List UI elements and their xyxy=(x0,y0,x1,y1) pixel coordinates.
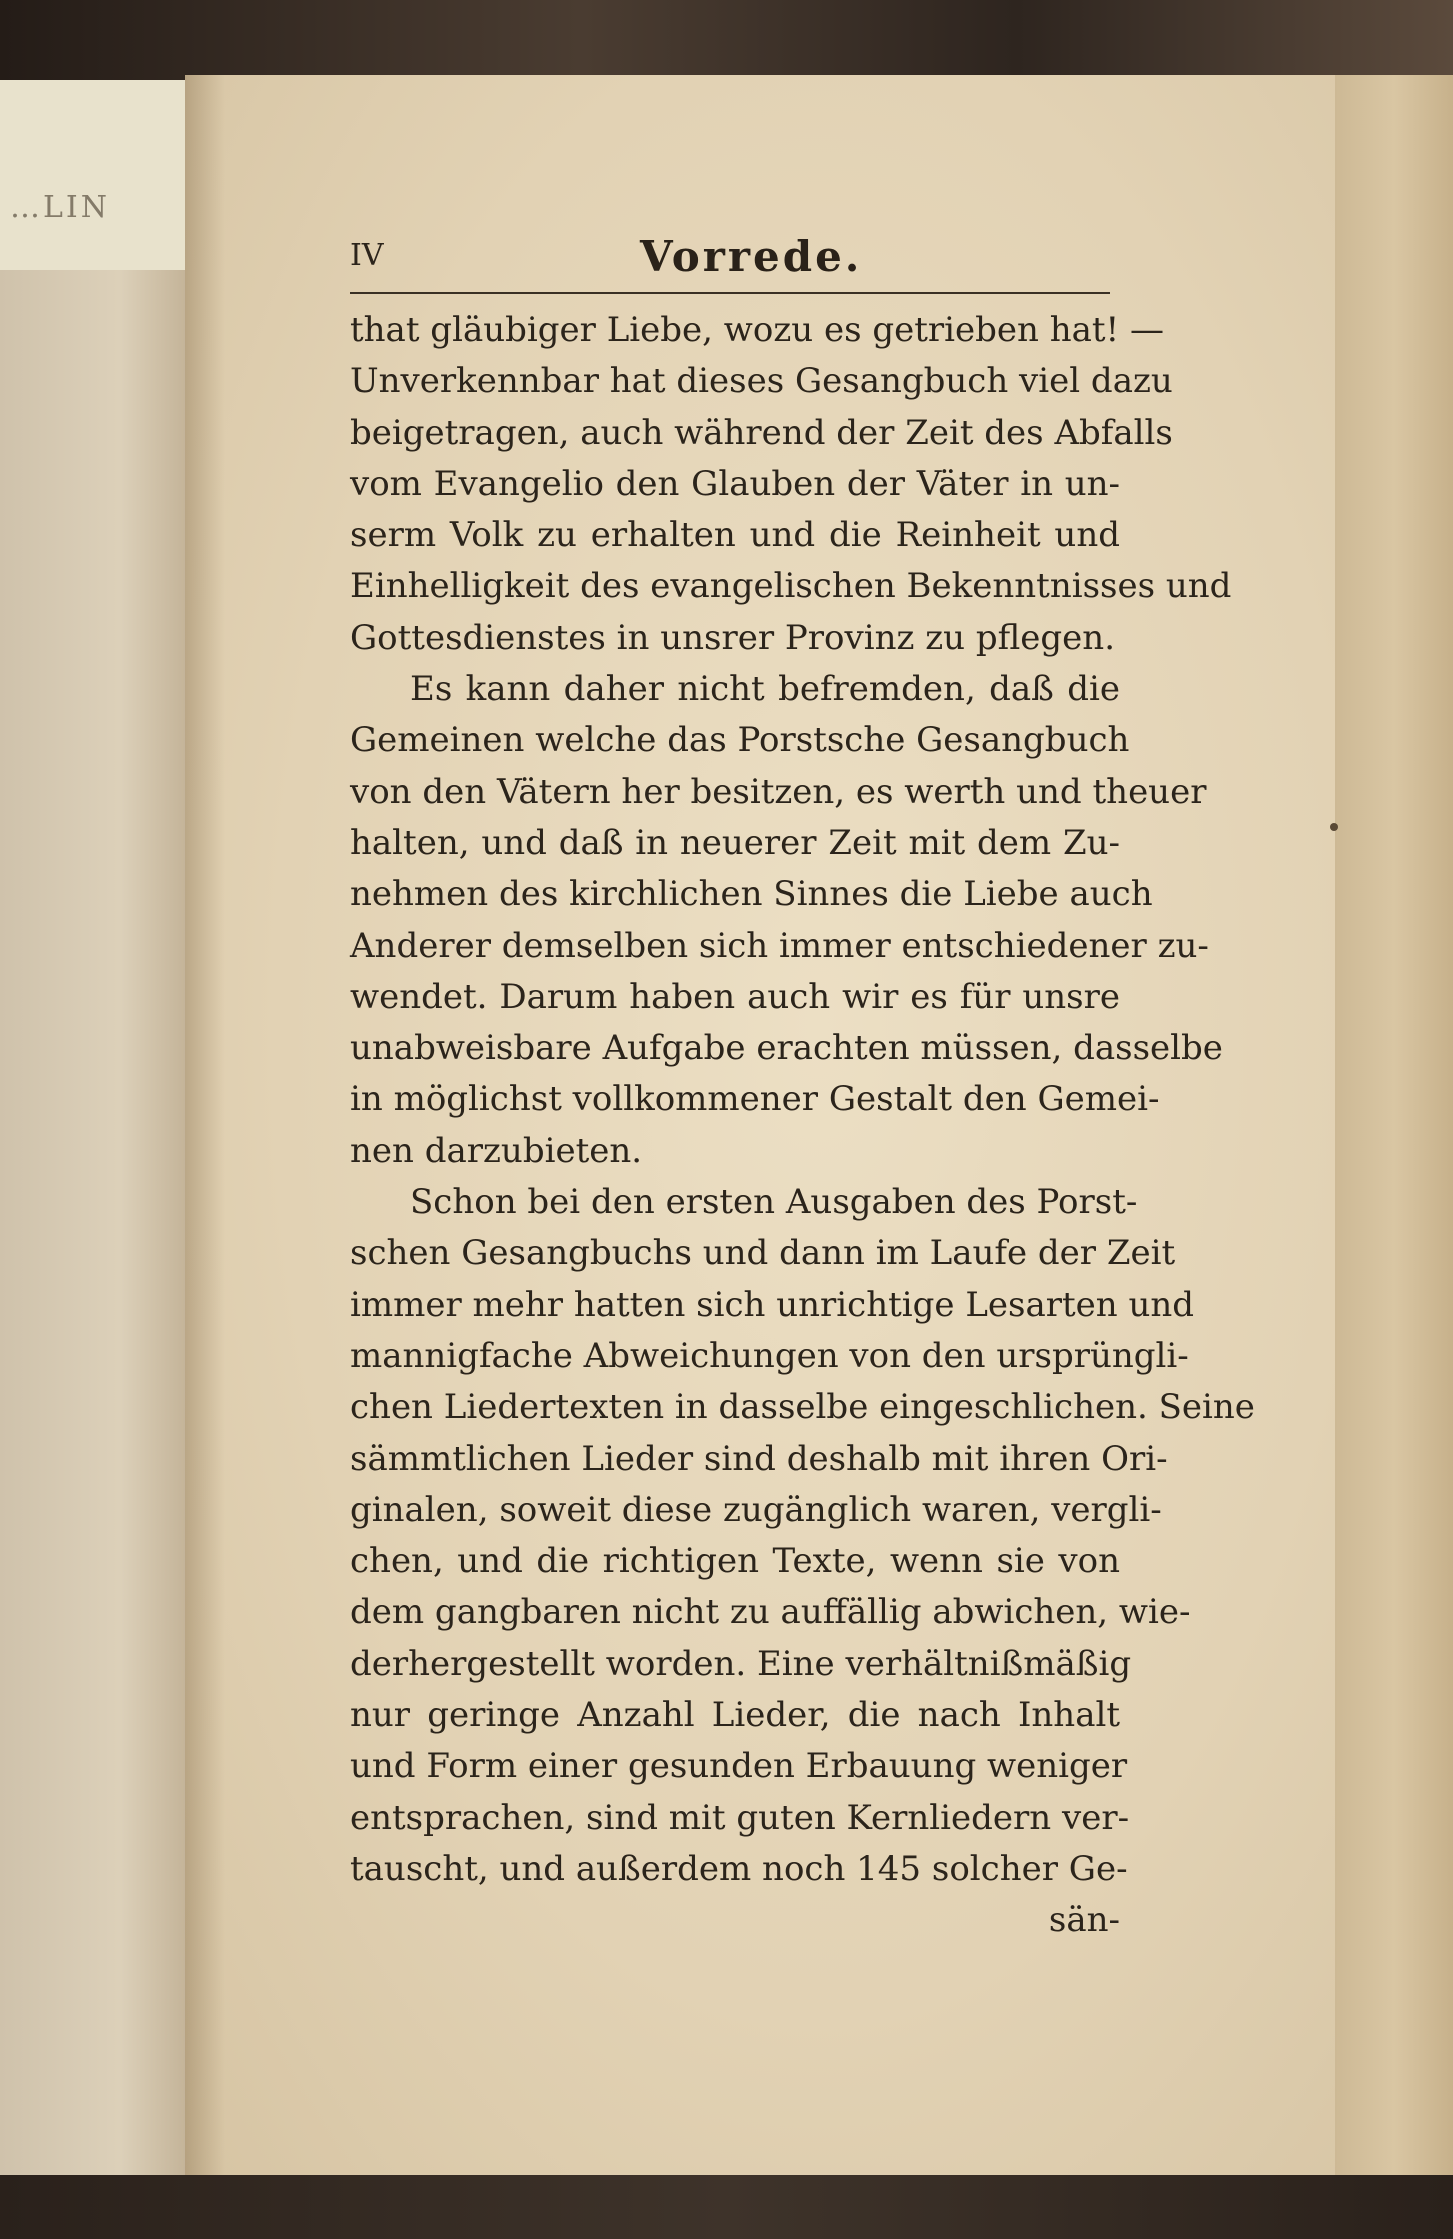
text-line: Unverkennbar hat dieses Gesangbuch viel dazu xyxy=(350,361,1173,402)
library-label-text: …LIN xyxy=(10,190,111,225)
text-line: serm Volk zu erhalten und die Reinheit und xyxy=(350,515,1120,556)
text-line: derhergestellt worden. Eine verhältnißmäßig xyxy=(350,1643,1132,1684)
text-line: sämmtlichen Lieder sind deshalb mit ihren Ori- xyxy=(350,1438,1168,1479)
text-line: von den Vätern her besitzen, es werth und theuer xyxy=(350,771,1207,812)
text-line: und Form einer gesunden Erbauung weniger xyxy=(350,1746,1128,1787)
running-head: Vorrede. xyxy=(640,232,863,281)
text-line: nehmen des kirchlichen Sinnes die Liebe auch xyxy=(350,874,1153,915)
text-line: beigetragen, auch während der Zeit des Abfalls xyxy=(350,412,1173,453)
catchword: sän- xyxy=(1048,1900,1120,1941)
text-line: Gottesdienstes in unsrer Provinz zu pflegen. xyxy=(350,617,1115,658)
text-line: Es kann daher nicht befremden, daß die xyxy=(410,669,1120,710)
page-gutter-shadow xyxy=(185,75,225,2185)
page-number: IV xyxy=(350,238,384,273)
text-line: unabweisbare Aufgabe erachten müssen, dasselbe xyxy=(350,1028,1223,1069)
library-label-slip xyxy=(0,80,192,270)
text-line: entsprachen, sind mit guten Kernliedern ver- xyxy=(350,1797,1130,1838)
left-page-edge xyxy=(0,80,200,2190)
text-line: tauscht, und außerdem noch 145 solcher Ge- xyxy=(350,1848,1128,1889)
speck-mark xyxy=(1330,823,1338,831)
text-line: mannigfache Abweichungen von den ursprüngli- xyxy=(350,1335,1189,1376)
text-line: in möglichst vollkommener Gestalt den Gemei- xyxy=(350,1079,1160,1120)
text-line: nur geringe Anzahl Lieder, die nach Inhalt xyxy=(350,1695,1120,1736)
body-text xyxy=(350,305,1255,1947)
text-line: chen, und die richtigen Texte, wenn sie von xyxy=(350,1541,1120,1582)
text-line: Gemeinen welche das Porstsche Gesangbuch xyxy=(350,720,1130,761)
text-line: wendet. Darum haben auch wir es für unsre xyxy=(350,976,1120,1017)
text-line: immer mehr hatten sich unrichtige Lesarten und xyxy=(350,1284,1195,1325)
text-line: dem gangbaren nicht zu auffällig abwichen, wie- xyxy=(350,1592,1191,1633)
text-line: nen darzubieten. xyxy=(350,1130,643,1171)
right-page-edge xyxy=(1335,75,1453,2185)
page-header xyxy=(350,232,1110,288)
text-line: halten, und daß in neuerer Zeit mit dem Zu- xyxy=(350,822,1120,863)
text-line: schen Gesangbuchs und dann im Laufe der Zeit xyxy=(350,1233,1176,1274)
text-line: vom Evangelio den Glauben der Väter in un- xyxy=(350,463,1120,504)
text-line: chen Liedertexten in dasselbe eingeschlichen. Seine xyxy=(350,1387,1255,1428)
text-line: Anderer demselben sich immer entschiedener zu- xyxy=(350,925,1209,966)
text-line: ginalen, soweit diese zugänglich waren, vergli- xyxy=(350,1489,1162,1530)
text-line: Einhelligkeit des evangelischen Bekenntnisses und xyxy=(350,566,1232,607)
book-cover-bottom-edge xyxy=(0,2175,1453,2239)
text-line: that gläubiger Liebe, wozu es getrieben hat! — xyxy=(350,310,1165,350)
header-rule xyxy=(350,292,1110,294)
text-line: Schon bei den ersten Ausgaben des Porst- xyxy=(410,1182,1138,1223)
